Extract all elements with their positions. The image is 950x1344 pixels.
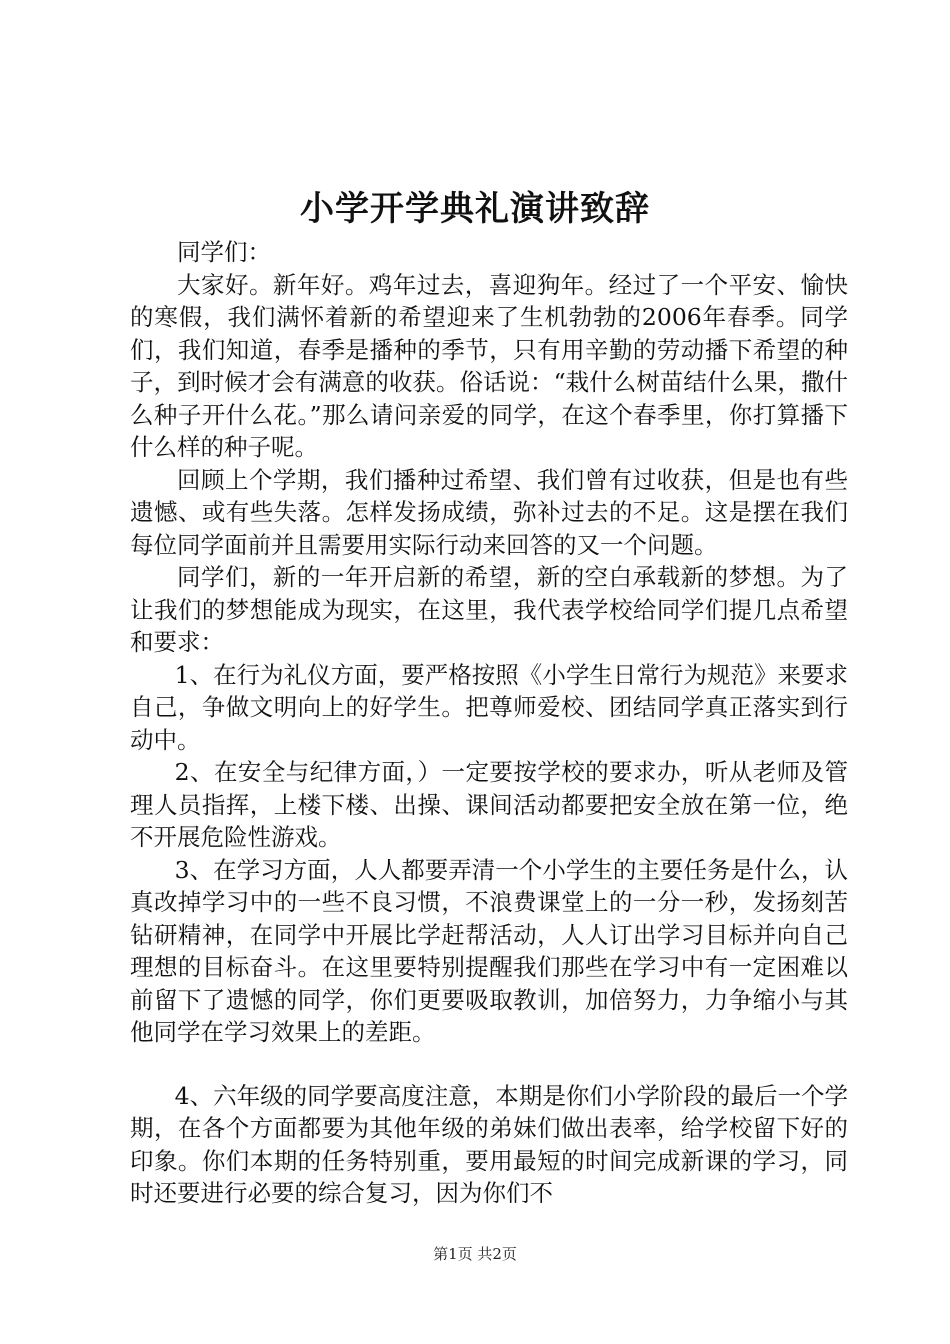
document-body xyxy=(130,236,848,1210)
list-item-study: 3、在学习方面，人人都要弄清一个小学生的主要任务是什么，认真改掉学习中的一些不良习惯，不浪费课堂上的一分一秒，发扬刻苦钻研精神，在同学中开展比学赶帮活动，人人订出学习目标并向自己理想的目标奋斗。在这里要特别提醒我们那些在学习中有一定困难以前留下了遗憾的同学，你们更要吸取教训，加倍努力，力争缩小与其他同学在学习效果上的差距。 xyxy=(130,855,848,1046)
document-title: 小学开学典礼演讲致辞 xyxy=(300,189,650,229)
list-item-grade-six: 4、六年级的同学要高度注意，本期是你们小学阶段的最后一个学期，在各个方面都要为其他年级的弟妹们做出表率，给学校留下好的印象。你们本期的任务特别重，要用最短的时间完成新课的学习，同时还要进行必要的综合复习，因为你们不 xyxy=(130,1081,848,1207)
greeting: 同学们： xyxy=(177,238,271,266)
paragraph-spacer xyxy=(130,1049,848,1080)
page-number-footer: 第1页 共2页 xyxy=(433,1245,517,1263)
list-item-etiquette: 1、在行为礼仪方面，要严格按照《小学生日常行为规范》来要求自己，争做文明向上的好学生。把尊师爱校、团结同学真正落实到行动中。 xyxy=(130,660,848,754)
list-item-safety: 2、在安全与纪律方面，）一定要按学校的要求办，听从老师及管理人员指挥，上楼下楼、出操、课间活动都要把安全放在第一位，绝不开展危险性游戏。 xyxy=(130,758,848,851)
paragraph-review: 回顾上个学期，我们播种过希望、我们曾有过收获，但是也有些遗憾、或有些失落。怎样发扬成绩，弥补过去的不足。这是摆在我们每位同学面前并且需要用实际行动来回答的又一个问题。 xyxy=(130,465,848,559)
paragraph-hopes: 同学们，新的一年开启新的希望，新的空白承载新的梦想。为了让我们的梦想能成为现实，在这里，我代表学校给同学们提几点希望和要求： xyxy=(130,563,848,656)
paragraph-intro: 大家好。新年好。鸡年过去，喜迎狗年。经过了一个平安、愉快的寒假，我们满怀着新的希望迎来了生机勃勃的2006年春季。同学们，我们知道，春季是播种的季节，只有用辛勤的劳动播下希望的种子，到时候才会有满意的收获。俗话说：“栽什么树苗结什么果，撒什么种子开什么花。”那么请问亲爱的同学，在这个春季里，你打算播下什么样的种子呢。 xyxy=(130,270,848,461)
